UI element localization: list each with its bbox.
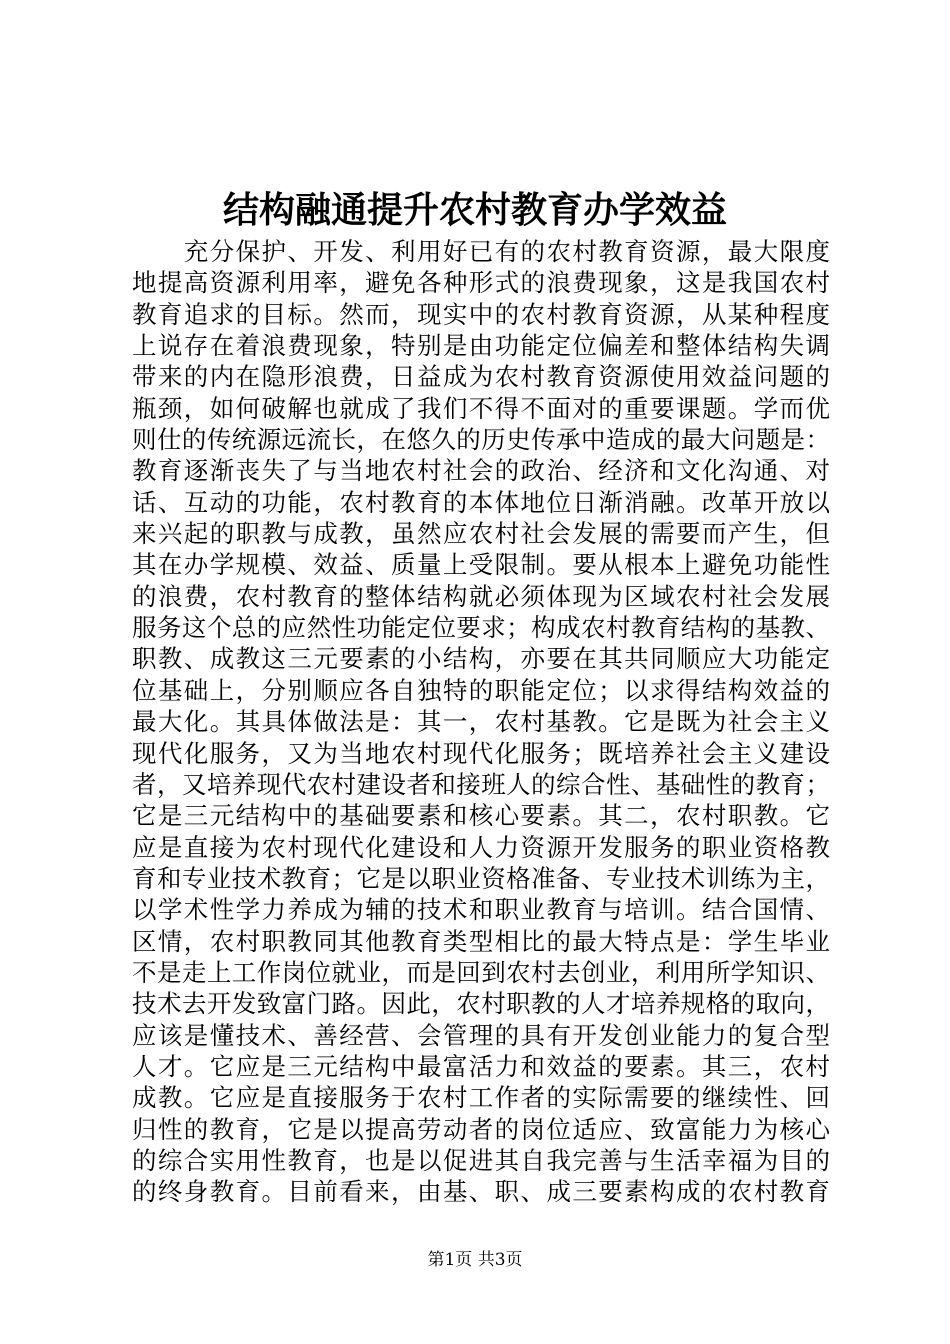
text-line: 位基础上，分别顺应各自独特的职能定位；以求得结构效益的 xyxy=(132,675,830,705)
page-title: 结构融通提升农村教育办学效益 xyxy=(222,189,727,231)
text-line: 它是三元结构中的基础要素和核心要素。其二，农村职教。它 xyxy=(132,801,830,831)
text-line: 带来的内在隐形浪费，日益成为农村教育资源使用效益问题的 xyxy=(132,362,830,392)
page-footer: 第1页 共3页 xyxy=(427,1250,523,1270)
text-line: 上说存在着浪费现象，特别是由功能定位偏差和整体结构失调 xyxy=(132,331,830,361)
text-line: 应是直接为农村现代化建设和人力资源开发服务的职业资格教 xyxy=(132,832,830,862)
body-paragraph xyxy=(132,236,830,1208)
text-line: 归性的教育，它是以提高劳动者的岗位适应、致富能力为核心 xyxy=(132,1114,830,1144)
text-line: 区情，农村职教同其他教育类型相比的最大特点是：学生毕业 xyxy=(132,926,830,956)
text-line: 的浪费，农村教育的整体结构就必须体现为区域农村社会发展 xyxy=(132,581,830,611)
text-line: 最大化。其具体做法是：其一，农村基教。它是既为社会主义 xyxy=(132,707,830,737)
text-line: 教育逐渐丧失了与当地农村社会的政治、经济和文化沟通、对 xyxy=(132,456,830,486)
text-line: 者，又培养现代农村建设者和接班人的综合性、基础性的教育； xyxy=(132,769,830,799)
text-line: 的综合实用性教育，也是以促进其自我完善与生活幸福为目的 xyxy=(132,1145,830,1175)
text-line: 的终身教育。目前看来，由基、职、成三要素构成的农村教育 xyxy=(132,1177,830,1207)
text-line: 技术去开发致富门路。因此，农村职教的人才培养规格的取向， xyxy=(132,989,830,1019)
text-line: 则仕的传统源远流长，在悠久的历史传承中造成的最大问题是： xyxy=(132,425,830,455)
text-line: 瓶颈，如何破解也就成了我们不得不面对的重要课题。学而优 xyxy=(132,393,830,423)
text-line: 成教。它应是直接服务于农村工作者的实际需要的继续性、回 xyxy=(132,1083,830,1113)
text-line: 教育追求的目标。然而，现实中的农村教育资源，从某种程度 xyxy=(132,299,830,329)
text-line: 职教、成教这三元要素的小结构，亦要在其共同顺应大功能定 xyxy=(132,644,830,674)
text-line: 现代化服务，又为当地农村现代化服务；既培养社会主义建设 xyxy=(132,738,830,768)
text-line: 地提高资源利用率，避免各种形式的浪费现象，这是我国农村 xyxy=(132,268,830,298)
text-line: 来兴起的职教与成教，虽然应农村社会发展的需要而产生，但 xyxy=(132,519,830,549)
text-line: 充分保护、开发、利用好已有的农村教育资源，最大限度 xyxy=(132,237,830,266)
text-line: 其在办学规模、效益、质量上受限制。要从根本上避免功能性 xyxy=(132,550,830,580)
text-line: 应该是懂技术、善经营、会管理的具有开发创业能力的复合型 xyxy=(132,1020,830,1050)
text-line: 人才。它应是三元结构中最富活力和效益的要素。其三，农村 xyxy=(132,1051,830,1081)
text-line: 育和专业技术教育；它是以职业资格准备、专业技术训练为主， xyxy=(132,863,830,893)
text-line: 服务这个总的应然性功能定位要求；构成农村教育结构的基教、 xyxy=(132,613,830,643)
text-line: 话、互动的功能，农村教育的本体地位日渐消融。改革开放以 xyxy=(132,487,830,517)
text-line: 以学术性学力养成为辅的技术和职业教育与培训。结合国情、 xyxy=(132,895,830,925)
text-line: 不是走上工作岗位就业，而是回到农村去创业，利用所学知识、 xyxy=(132,957,830,987)
